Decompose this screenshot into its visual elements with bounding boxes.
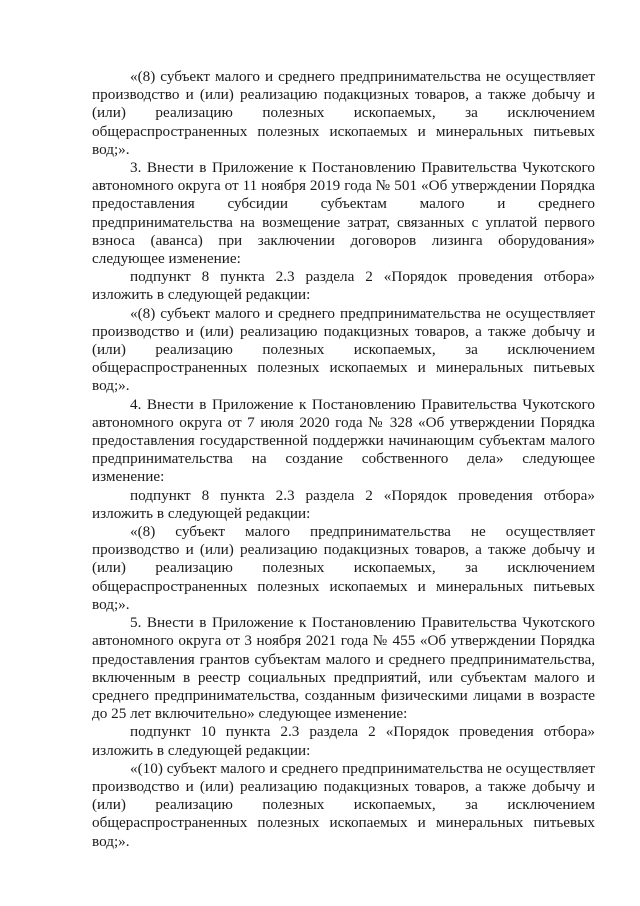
paragraph-quoted-item-8: «(8) субъект малого и среднего предпринимательства не осуществляет производство и (или) реализацию подакцизных товаров, а также добычу и (или) реализацию полезных ископаемых, за исключением общераспространенных полезных ископаемых и минеральных питьевых вод;». bbox=[92, 304, 595, 395]
paragraph-quoted-item-8: «(8) субъект малого предпринимательства не осуществляет производство и (или) реализацию подакцизных товаров, а также добычу и (или) реализацию полезных ископаемых, за исключением общераспространенных полезных ископаемых и минеральных питьевых вод;». bbox=[92, 523, 595, 613]
document-body bbox=[92, 68, 595, 851]
paragraph-quoted-item-10: «(10) субъект малого и среднего предпринимательства не осуществляет производство и (или) реализацию подакцизных товаров, а также добычу и (или) реализацию полезных ископаемых, за исключением общераспространенных полезных ископаемых и минеральных питьевых вод;». bbox=[92, 759, 595, 850]
paragraph-subitem-instruction: подпункт 10 пункта 2.3 раздела 2 «Порядок проведения отбора» изложить в следующей редакции: bbox=[92, 723, 595, 759]
paragraph-item-3: 3. Внести в Приложение к Постановлению Правительства Чукотского автономного округа от 11 ноября 2019 года № 501 «Об утверждении Порядка предоставления субсидии субъектам малого и среднего предпринимательства на возмещение затрат, связанных с уплатой первого взноса (аванса) при заключении договоров лизинга оборудования» следующее изменение: bbox=[92, 159, 595, 268]
paragraph-item-4: 4. Внести в Приложение к Постановлению Правительства Чукотского автономного округа от 7 июля 2020 года № 328 «Об утверждении Порядка предоставления государственной поддержки начинающим субъектам малого предпринимательства на создание собственного дела» следующее изменение: bbox=[92, 395, 595, 486]
paragraph-subitem-instruction: подпункт 8 пункта 2.3 раздела 2 «Порядок проведения отбора» изложить в следующей редакции: bbox=[92, 486, 595, 522]
paragraph-item-5: 5. Внести в Приложение к Постановлению Правительства Чукотского автономного округа от 3 ноября 2021 года № 455 «Об утверждении Порядка предоставления грантов субъектам малого и среднего предпринимательства, включенным в реестр социальных предприятий, или субъектам малого и среднего предпринимательства, созданным физическими лицами в возрасте до 25 лет включительно» следующее изменение: bbox=[92, 614, 595, 723]
paragraph-subitem-instruction: подпункт 8 пункта 2.3 раздела 2 «Порядок проведения отбора» изложить в следующей редакции: bbox=[92, 268, 595, 304]
paragraph-quoted-item-8: «(8) субъект малого и среднего предпринимательства не осуществляет производство и (или) реализацию подакцизных товаров, а также добычу и (или) реализацию полезных ископаемых, за исключением общераспространенных полезных ископаемых и минеральных питьевых вод;». bbox=[92, 68, 595, 158]
